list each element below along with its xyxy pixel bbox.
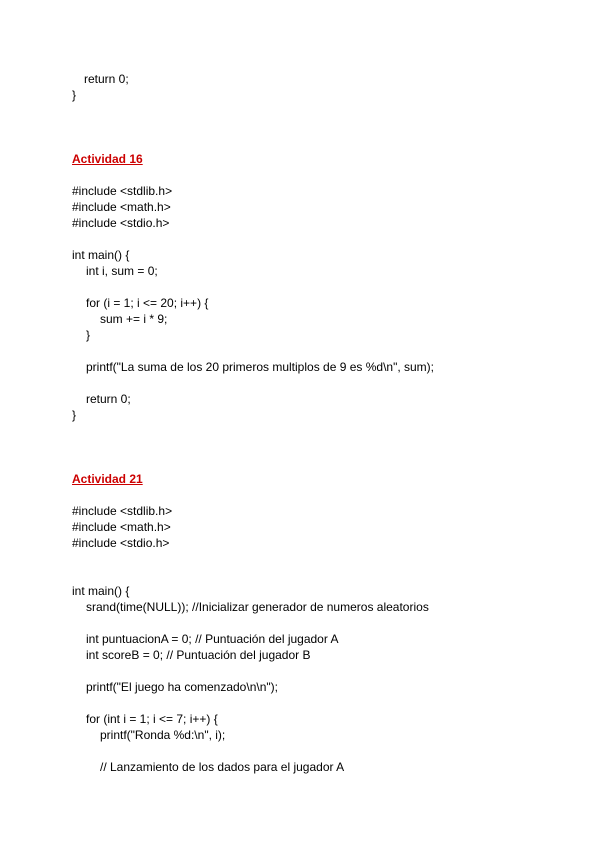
- code-line: }: [72, 88, 77, 102]
- code-line: printf("La suma de los 20 primeros multiplos de 9 es %d\n", sum);: [86, 360, 434, 374]
- code-line: return 0;: [86, 392, 131, 406]
- code-line: int main() {: [72, 584, 130, 598]
- section-heading-actividad-16: Actividad 16: [72, 152, 143, 166]
- code-line: int puntuacionA = 0; // Puntuación del jugador A: [86, 632, 339, 646]
- code-line: // Lanzamiento de los dados para el jugador A: [100, 760, 345, 774]
- code-line: int main() {: [72, 248, 130, 262]
- code-line: }: [86, 328, 91, 342]
- code-line: #include <stdlib.h>: [72, 504, 173, 518]
- code-line: for (int i = 1; i <= 7; i++) {: [86, 712, 218, 726]
- code-line: sum += i * 9;: [100, 312, 168, 326]
- code-line: int scoreB = 0; // Puntuación del jugador B: [86, 648, 311, 662]
- code-line: }: [72, 408, 77, 422]
- code-line: srand(time(NULL)); //Inicializar generador de numeros aleatorios: [86, 600, 429, 614]
- code-line: #include <stdlib.h>: [72, 184, 173, 198]
- code-line: #include <math.h>: [72, 200, 171, 214]
- code-line: #include <stdio.h>: [72, 216, 170, 230]
- code-line: #include <math.h>: [72, 520, 171, 534]
- code-line: #include <stdio.h>: [72, 536, 170, 550]
- code-line: printf("Ronda %d:\n", i);: [100, 728, 226, 742]
- code-line: for (i = 1; i <= 20; i++) {: [86, 296, 209, 310]
- code-line: return 0;: [84, 72, 129, 86]
- code-line: int i, sum = 0;: [86, 264, 158, 278]
- section-heading-actividad-21: Actividad 21: [72, 472, 143, 486]
- code-line: printf("El juego ha comenzado\n\n");: [86, 680, 278, 694]
